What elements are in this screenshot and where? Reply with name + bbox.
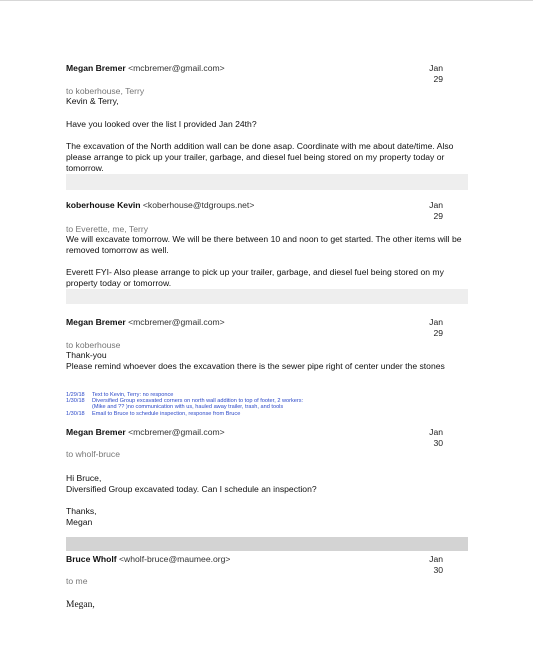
note-date: 1/30/18: [66, 410, 85, 417]
section-separator: [66, 537, 468, 551]
email-body-line: Thank-you: [66, 350, 107, 360]
email-body-paragraph: Please remind whoever does the excavation there is the sewer pipe right of center under the stones: [66, 361, 445, 371]
recipients[interactable]: to koberhouse, Terry: [66, 86, 145, 96]
date-day: 30: [433, 438, 443, 448]
email-date: [421, 200, 443, 222]
recipients[interactable]: to Everette, me, Terry: [66, 224, 148, 234]
sender-address: <koberhouse@tdgroups.net>: [142, 200, 255, 210]
date-day: 30: [433, 565, 443, 575]
email-date: [421, 554, 443, 576]
sender-address: <mcbremer@gmail.com>: [128, 317, 225, 327]
email-body-paragraph: We will excavate tomorrow. We will be there between 10 and noon to get started. The other items will be removed tomorrow as well.: [66, 234, 462, 255]
sender-address: <wholf-bruce@maumee.org>: [119, 554, 231, 564]
note-date: 1/30/18: [66, 398, 85, 404]
email-date: [421, 427, 443, 449]
date-month: Jan: [429, 554, 443, 564]
email-body-line: Kevin & Terry,: [66, 96, 119, 106]
date-day: 29: [433, 328, 443, 338]
email-header: [66, 63, 225, 73]
top-divider: [0, 0, 533, 1]
note-line: [66, 404, 283, 410]
date-month: Jan: [429, 63, 443, 73]
recipients[interactable]: to koberhouse: [66, 340, 121, 350]
sender-name[interactable]: Bruce Wholf: [66, 554, 117, 564]
email-body-paragraph: Everett FYI- Also please arrange to pick up your trailer, garbage, and diesel fuel being stored on my property today or tomorrow.: [66, 267, 444, 288]
sender-name[interactable]: koberhouse Kevin: [66, 200, 141, 210]
email-body-line: Megan,: [66, 600, 95, 610]
email-body-line: Thanks,: [66, 506, 97, 516]
date-month: Jan: [429, 200, 443, 210]
date-day: 29: [433, 74, 443, 84]
email-body-paragraph: The excavation of the North addition wall can be done asap. Coordinate with me about date/time. Also please arrange to pick up your trailer, garbage, and diesel fuel being stored on my property today or tomorrow.: [66, 141, 454, 173]
note-date: 1/29/18: [66, 392, 85, 398]
note-text: (Mike and ?? )no communication with us, hauled away trailer, trash, and tools: [92, 404, 284, 410]
email-header: [66, 427, 225, 437]
note-text: Diversified Group excavated corners on north wall addition to top of footer, 2 workers:: [92, 398, 304, 404]
sender-name[interactable]: Megan Bremer: [66, 63, 126, 73]
email-body-line: Diversified Group excavated today. Can I schedule an inspection?: [66, 484, 317, 494]
recipients[interactable]: to me: [66, 576, 88, 586]
email-header: [66, 317, 225, 327]
email-body-line: Megan: [66, 517, 93, 527]
section-separator: [66, 174, 468, 190]
sender-name[interactable]: Megan Bremer: [66, 427, 126, 437]
date-month: Jan: [429, 317, 443, 327]
sender-address: <mcbremer@gmail.com>: [128, 427, 225, 437]
date-day: 29: [433, 211, 443, 221]
email-header: [66, 554, 230, 564]
email-date: [421, 317, 443, 339]
sender-name[interactable]: Megan Bremer: [66, 317, 126, 327]
email-body-line: Hi Bruce,: [66, 473, 102, 483]
recipients[interactable]: to wholf-bruce: [66, 449, 120, 459]
section-separator: [66, 289, 468, 304]
email-body-line: Have you looked over the list I provided Jan 24th?: [66, 119, 257, 129]
note-text: Email to Bruce to schedule inspection, response from Bruce: [92, 410, 241, 417]
email-header: [66, 200, 254, 210]
sender-address: <mcbremer@gmail.com>: [128, 63, 225, 73]
note-line: [66, 411, 240, 417]
date-month: Jan: [429, 427, 443, 437]
email-date: [421, 63, 443, 85]
note-text: Text to Kevin, Terry: no responce: [92, 392, 174, 398]
